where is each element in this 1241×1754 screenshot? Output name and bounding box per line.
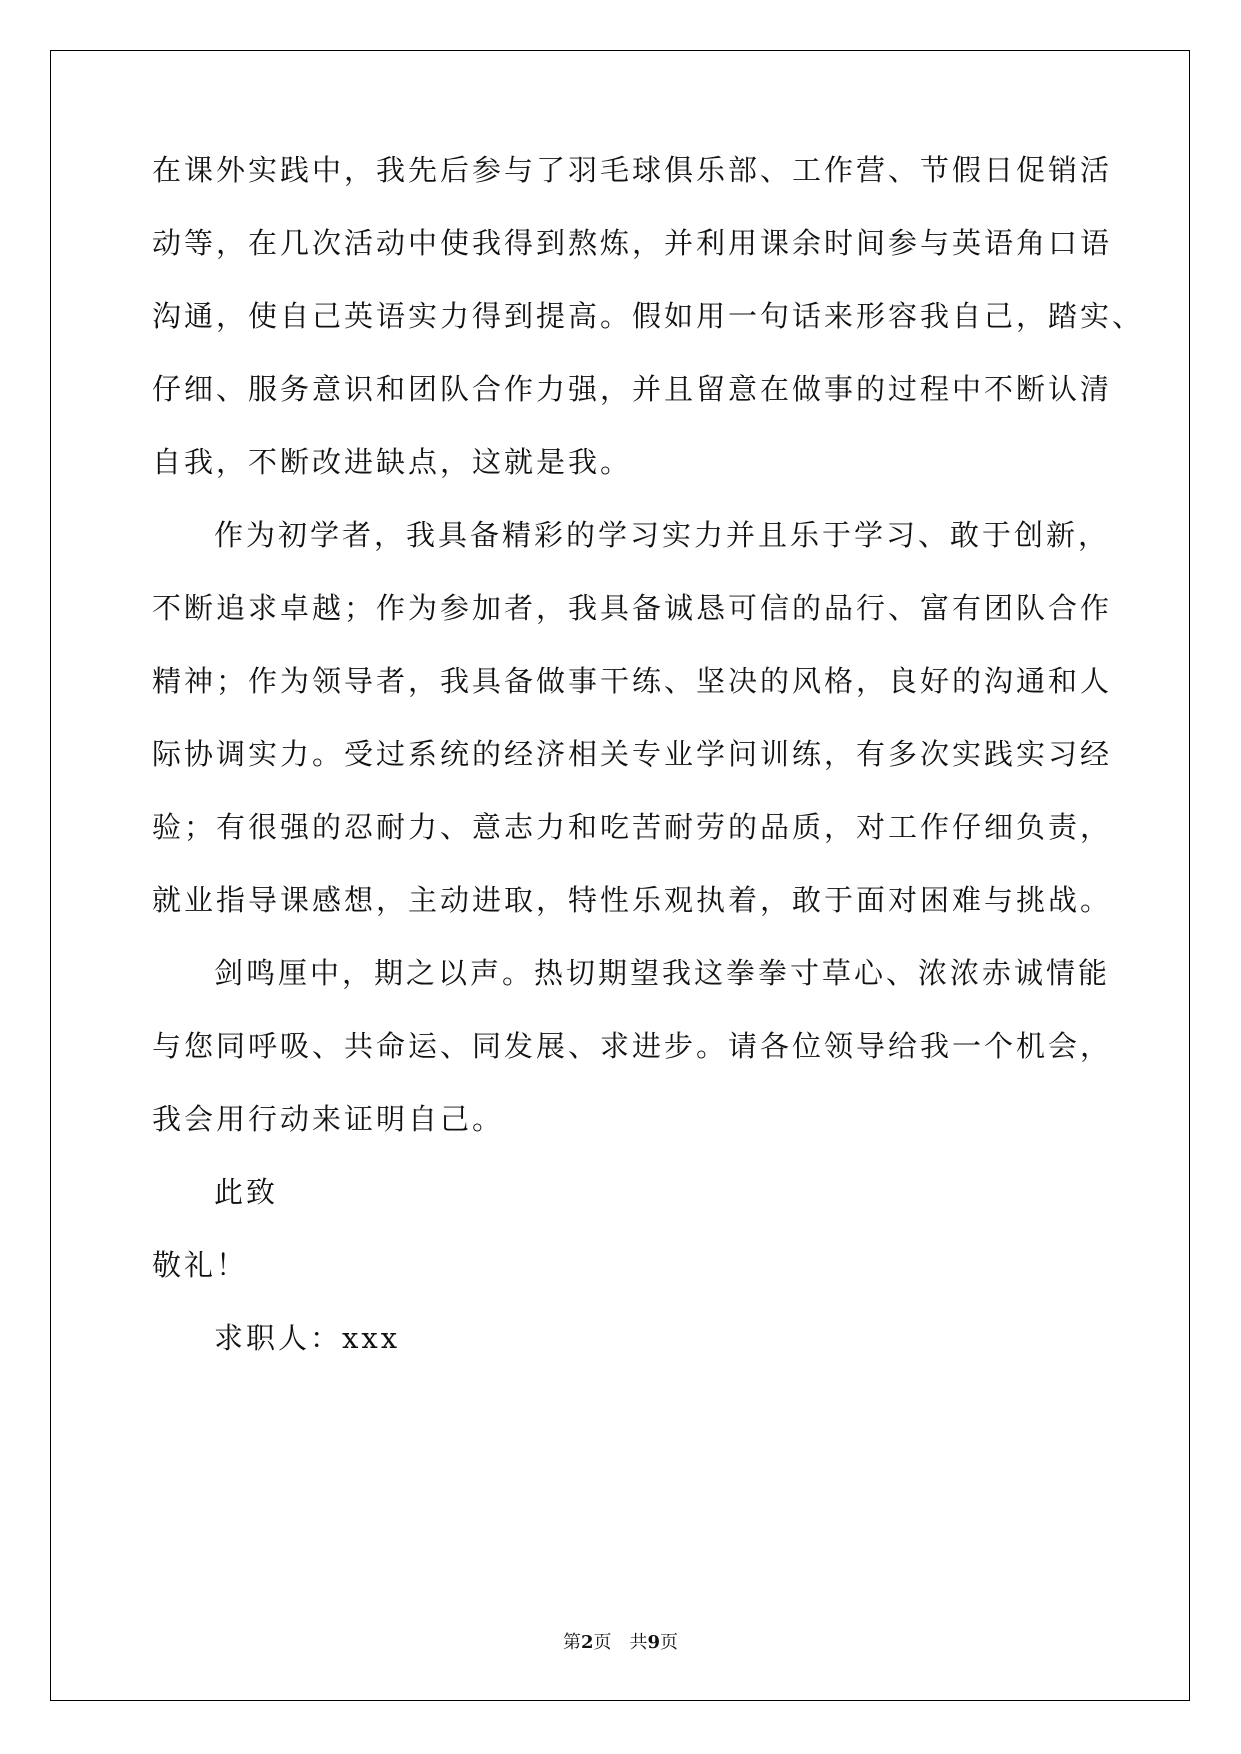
paragraph-start-line: 剑鸣厘中，期之以声。热切期望我这拳拳寸草心、浓浓赤诚情能 [214, 956, 1111, 990]
applicant-signature: 求职人：xxx [214, 1321, 401, 1355]
closing-salutation: 此致 [214, 1175, 279, 1209]
page-prefix: 第 [562, 1632, 581, 1653]
closing-regards: 敬礼！ [152, 1248, 249, 1282]
text-line: 仔细、服务意识和团队合作力强，并且留意在做事的过程中不断认清 [152, 372, 1113, 406]
text-line: 际协调实力。受过系统的经济相关专业学问训练，有多次实践实习经 [152, 737, 1113, 771]
text-line: 精神；作为领导者，我具备做事干练、坚决的风格，良好的沟通和人 [152, 664, 1113, 698]
text-line: 在课外实践中，我先后参与了羽毛球俱乐部、工作营、节假日促销活 [152, 153, 1113, 187]
text-line: 动等，在几次活动中使我得到熬炼，并利用课余时间参与英语角口语 [152, 226, 1113, 260]
text-line: 自我，不断改进缺点，这就是我。 [152, 445, 633, 479]
text-line: 不断追求卓越；作为参加者，我具备诚恳可信的品行、富有团队合作 [152, 591, 1113, 625]
text-line: 我会用行动来证明自己。 [152, 1102, 505, 1136]
page-number: 2 [580, 1632, 594, 1653]
text-line: 与您同呼吸、共命运、同发展、求进步。请各位领导给我一个机会， [152, 1029, 1113, 1063]
total-prefix: 共 [629, 1632, 648, 1653]
total-suffix: 页 [660, 1632, 679, 1653]
paragraph-start-line: 作为初学者，我具备精彩的学习实力并且乐于学习、敢于创新， [214, 518, 1111, 552]
page-suffix: 页 [593, 1632, 612, 1653]
page-footer [0, 1628, 1241, 1654]
text-line: 验；有很强的忍耐力、意志力和吃苦耐劳的品质，对工作仔细负责， [152, 810, 1113, 844]
total-pages: 9 [647, 1632, 661, 1653]
text-line: 沟通，使自己英语实力得到提高。假如用一句话来形容我自己，踏实、 [152, 299, 1145, 333]
text-line: 就业指导课感想，主动进取，特性乐观执着，敢于面对困难与挑战。 [152, 883, 1113, 917]
